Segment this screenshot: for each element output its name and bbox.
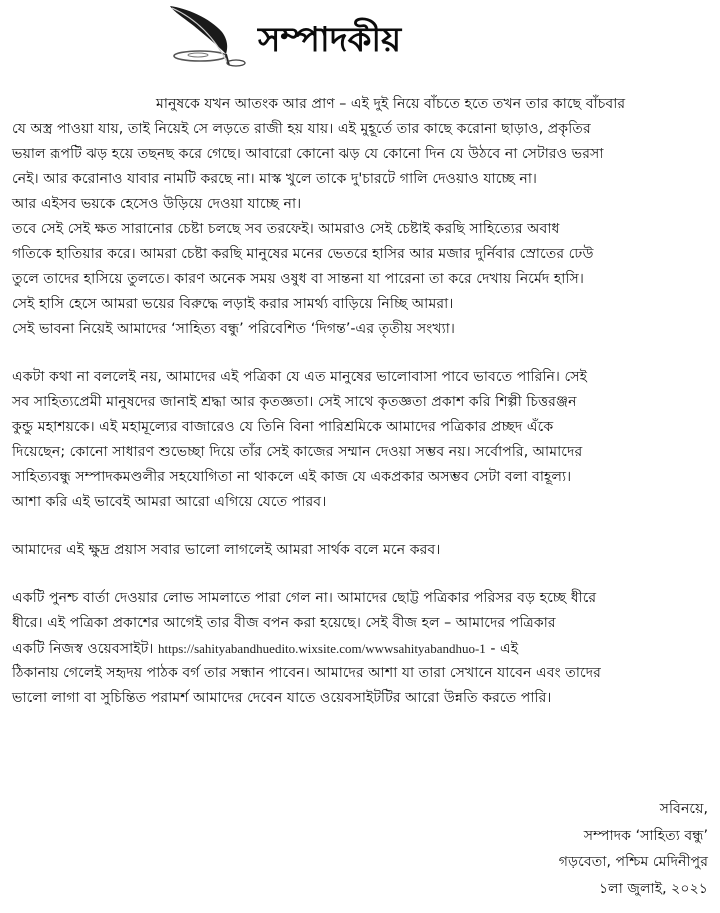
- text-line: মানুষকে যখন আতংক আর প্রাণ – এই দুই নিয়ে বাঁচতে হতে তখন তার কাছে বাঁচবার: [156, 96, 626, 112]
- text-line: একটি পুনশ্চ বার্তা দেওয়ার লোভ সামলাতে পারা গেল না। আমাদের ছোট্ট পত্রিকার পরিসর বড় হচ্ছে ধীরে: [12, 590, 597, 606]
- paragraph-spacer: [12, 563, 712, 586]
- text-line: সেই হাসি হেসে আমরা ভয়ের বিরুদ্ধে লড়াই করার সামর্থ্য বাড়িয়ে নিচ্ছি আমরা।: [12, 296, 454, 312]
- paragraph-2: [12, 365, 712, 515]
- paragraph-1: [12, 92, 712, 342]
- feather-quill-icon: [166, 2, 250, 70]
- text-line: তুলে তাদের হাসিয়ে তুলতে। কারণ অনেক সময় ওষুধ বা সান্তনা যা পারেনা তা করে দেখায় নির্মেদ হাসি।: [12, 271, 584, 287]
- closing-text: সবিনয়ে,: [659, 801, 708, 817]
- text-line-with-url: [12, 636, 712, 661]
- url-prefix-text: একটি নিজস্ব ওয়েবসাইট।: [12, 641, 154, 657]
- editor-signature: সম্পাদক ‘সাহিত্য বন্ধু’: [583, 827, 708, 844]
- text-line: ভয়াল রূপটি ঝড় হয়ে তছনছ করে গেছে। আবারো কোনো ঝড় যে কোনো দিন যে উঠবে না সেটারও ভরসা: [12, 146, 604, 162]
- place-text: গড়বেতা, পশ্চিম মেদিনীপুর: [558, 854, 708, 870]
- text-line: যে অস্ত্র পাওয়া যায়, তাই নিয়েই সে লড়তে রাজী হয় যায়। এই মুহূর্তে তার কাছে করোনা ছাড়াও, প্রকৃতির: [12, 121, 591, 137]
- signoff-block: [559, 796, 708, 902]
- url-suffix-text: - এই: [490, 641, 519, 657]
- website-link[interactable]: https://sahityabandhuedito.wixsite.com/wwwsahityabandhuo-1: [157, 641, 486, 656]
- paragraph-4: [12, 586, 712, 711]
- text-line: ধীরে। এই পত্রিকা প্রকাশের আগেই তার বীজ বপন করা হয়েছে। সেই বীজ হল – আমাদের পত্রিকার: [12, 615, 556, 631]
- text-line: দিয়েছেন; কোনো সাধারণ শুভেচ্ছা দিয়ে তাঁর সেই কাজের সম্মান দেওয়া সম্ভব নয়। সর্বোপরি, আমাদের: [12, 444, 583, 460]
- editorial-header: [160, 0, 580, 75]
- text-line: গতিকে হাতিয়ার করে। আমরা চেষ্টা করছি মানুষের মনের ভেতরে হাসির আর মজার দুর্নিবার স্রোতের ঢেউ: [12, 246, 594, 262]
- text-line: একটা কথা না বললেই নয়, আমাদের এই পত্রিকা যে এত মানুষের ভালোবাসা পাবে ভাবতে পারিনি। সেই: [12, 369, 588, 385]
- text-line: সাহিত্যবন্ধু সম্পাদকমণ্ডলীর সহযোগিতা না থাকলে এই কাজ যে একপ্রকার অসম্ভব সেটা বলা বাহূল্য।: [12, 469, 572, 485]
- text-line: ঠিকানায় গেলেই সহৃদয় পাঠক বর্গ তার সন্ধান পাবেন। আমাদের আশা যা তারা সেখানে যাবেন এবং তাদের: [12, 665, 601, 681]
- paragraph-spacer: [12, 342, 712, 365]
- text-line: ভালো লাগা বা সুচিন্তিত পরামর্শ আমাদের দেবেন যাতে ওয়েবসাইটটির আরো উন্নতি করতে পারি।: [12, 690, 552, 706]
- text-line: আমাদের এই ক্ষুদ্র প্রয়াস সবার ভালো লাগলেই আমরা সার্থক বলে মনে করব।: [12, 542, 441, 558]
- date-text: ১লা জুলাই, ২০২১: [598, 880, 708, 897]
- text-line: তবে সেই সেই ক্ষত সারানোর চেষ্টা চলছে সব তরফেই। আমরাও সেই চেষ্টাই করছি সাহিত্যের অবাধ: [12, 221, 560, 237]
- paragraph-spacer: [12, 515, 712, 538]
- text-line: সেই ভাবনা নিয়েই আমাদের ‘সাহিত্য বন্ধু’ পরিবেশিত ‘দিগন্ত’-এর তৃতীয় সংখ্যা।: [12, 321, 455, 337]
- text-line: আর এইসব ভয়কে হেসেও উড়িয়ে দেওয়া যাচ্ছে না।: [12, 196, 302, 212]
- text-line: কুন্ডু মহাশয়কে। এই মহামূল্যের বাজারেও যে তিনি বিনা পারিশ্রমিকে আমাদের পত্রিকার প্রচ্ছদ এঁকে: [12, 419, 554, 435]
- text-line: নেই। আর করোনাও যাবার নামটি করছে না। মাস্ক খুলে তাকে দু'চারটে গালি দেওয়াও যাচ্ছে না।: [12, 171, 538, 187]
- paragraph-3: [12, 538, 712, 563]
- editorial-body: [12, 92, 712, 711]
- text-line: আশা করি এই ভাবেই আমরা আরো এগিয়ে যেতে পারব।: [12, 494, 327, 510]
- text-line: সব সাহিত্যপ্রেমী মানুষদের জানাই শ্রদ্ধা আর কৃতজ্ঞতা। সেই সাথে কৃতজ্ঞতা প্রকাশ করি শিল্পী চিত্তরঞ্জন: [12, 394, 577, 410]
- page-title: সম্পাদকীয়: [258, 20, 402, 60]
